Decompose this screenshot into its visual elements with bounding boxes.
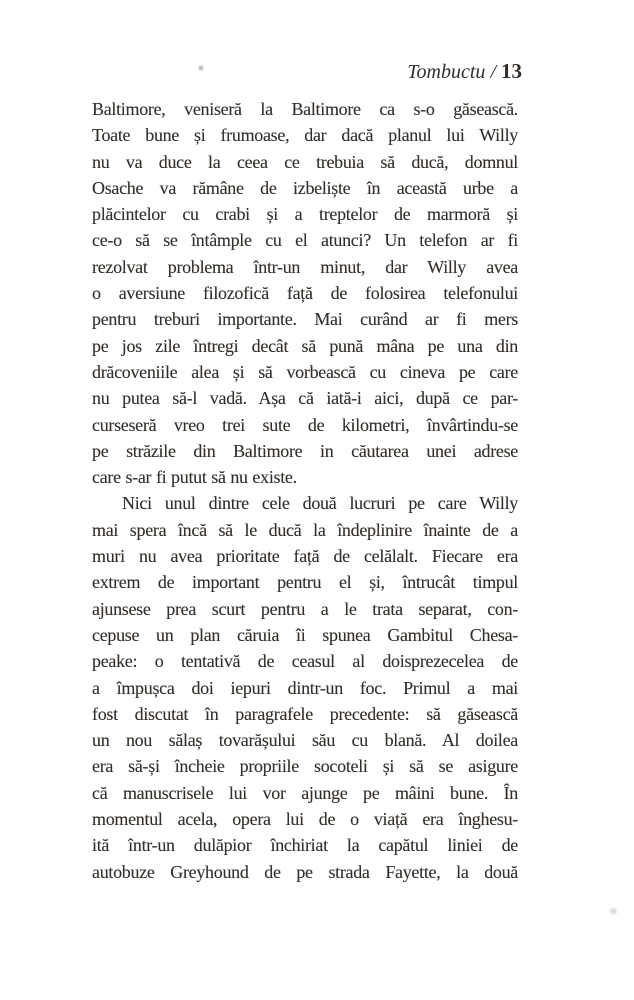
text-line: rezolvat problema într-un minut, dar Willy avea [92, 256, 518, 277]
text-line: care s-ar fi putut să nu existe. [92, 467, 297, 488]
text-line: un nou sălaș tovarășului său cu blană. Al doilea [92, 730, 518, 751]
text-line: mai spera încă să le ducă la îndeplinire înainte de a [92, 519, 518, 540]
text-line: a împușca doi iepuri dintr-un foc. Primul a mai [92, 677, 518, 698]
scan-speck [199, 66, 203, 70]
text-line: fost discutat în paragrafele precedente: să găsească [92, 703, 518, 724]
text-line: curseseră vreo trei sute de kilometri, învârtindu-se [92, 414, 518, 435]
page-number: 13 [501, 59, 522, 83]
page-body-text [92, 96, 518, 885]
scan-speck [610, 908, 617, 914]
text-line: nu putea să-l vadă. Așa că iată-i aici, după ce par- [92, 388, 518, 409]
text-line: extrem de important pentru el și, întrucât timpul [92, 572, 518, 593]
text-line: momentul acela, opera lui de o viață era înghesu- [92, 809, 518, 830]
text-line: peake: o tentativă de ceasul al doisprezecelea de [92, 651, 518, 672]
text-line: autobuze Greyhound de pe strada Fayette, la două [92, 861, 518, 882]
text-line: muri nu avea prioritate față de celălalt. Fiecare era [92, 546, 518, 567]
text-line: plăcintelor cu crabi și a treptelor de marmoră și [92, 204, 518, 225]
text-line: era să-și încheie propriile socoteli și să se asigure [92, 756, 518, 777]
text-line: ce-o să se întâmple cu el atunci? Un telefon ar fi [92, 230, 518, 251]
text-line: o aversiune filozofică față de folosirea telefonului [92, 283, 518, 304]
text-line: drăcoveniile alea și să vorbească cu cineva pe care [92, 361, 518, 382]
text-line: Nici unul dintre cele două lucruri pe care Willy [122, 493, 518, 514]
text-line: ită într-un dulăpior închiriat la capătul liniei de [92, 835, 518, 856]
text-line: pe străzile din Baltimore in căutarea unei adrese [92, 440, 518, 461]
text-line: pentru treburi importante. Mai curând ar fi mers [92, 309, 518, 330]
text-line: Osache va rămâne de izbeliște în această urbe a [92, 177, 518, 198]
text-line: Toate bune și frumoase, dar dacă planul lui Willy [92, 125, 518, 146]
text-line: Baltimore, veniseră la Baltimore ca s-o găsească. [92, 99, 518, 119]
text-line: nu va duce la ceea ce trebuia să ducă, domnul [92, 151, 518, 172]
running-header [92, 58, 522, 85]
text-line: ajunsese prea scurt pentru a le trata separat, con- [92, 598, 518, 619]
text-line: că manuscrisele lui vor ajunge pe mâini bune. În [92, 782, 518, 803]
header-separator: / [485, 61, 501, 83]
text-line: cepuse un plan căruia îi spunea Gambitul Chesa- [92, 624, 518, 645]
text-line: pe jos zile întregi decât să pună mâna pe una din [92, 335, 518, 356]
running-title: Tombuctu [407, 61, 486, 83]
